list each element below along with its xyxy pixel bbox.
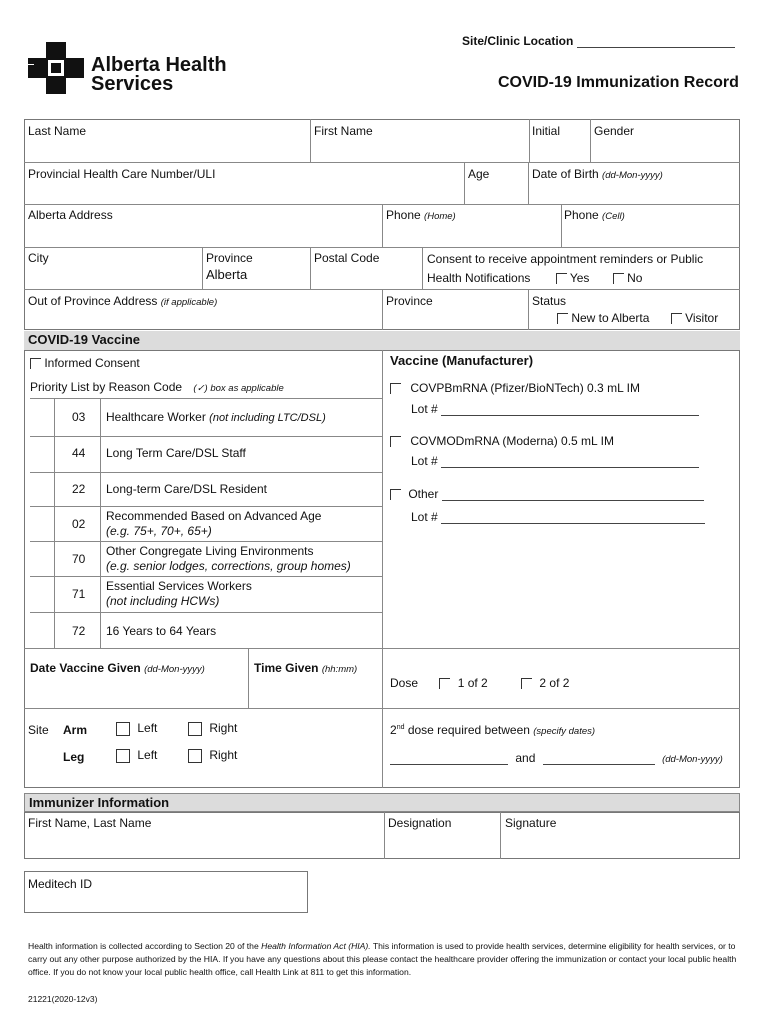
other-checkbox[interactable] [390, 489, 401, 500]
arm-right-checkbox[interactable] [188, 722, 202, 736]
dose-2-checkbox[interactable] [521, 678, 532, 689]
address-label: Alberta Address [28, 208, 113, 222]
dob-label: Date of Birth (dd-Mon-yyyy) [532, 167, 663, 181]
arm-left-checkbox[interactable] [116, 722, 130, 736]
moderna-option: COVMODmRNA (Moderna) 0.5 mL IM [390, 434, 614, 448]
reason-row[interactable]: 22 Long-term Care/DSL Resident [72, 482, 267, 496]
site-location-label: Site/Clinic Location [462, 34, 735, 48]
signature-label: Signature [505, 816, 557, 830]
leg-right-checkbox[interactable] [188, 749, 202, 763]
moderna-lot: Lot # [411, 454, 699, 468]
arm-label: Arm [63, 723, 88, 737]
other-lot-field[interactable] [441, 523, 705, 524]
leg-label: Leg [63, 750, 85, 764]
informed-consent: Informed Consent [30, 356, 140, 370]
last-name-label: Last Name [28, 124, 87, 138]
city-label: City [28, 251, 49, 265]
site-label: Site [28, 723, 49, 737]
form-title: COVID-19 Immunization Record [498, 74, 739, 91]
gender-label: Gender [594, 124, 635, 138]
arm-right-option: Right [188, 721, 237, 736]
immunizer-header: Immunizer Information [24, 793, 740, 812]
other-vaccine-field[interactable] [442, 500, 704, 501]
arm-left-option: Left [116, 721, 157, 736]
informed-consent-checkbox[interactable] [30, 358, 41, 369]
reason-row[interactable]: 44 Long Term Care/DSL Staff [72, 446, 246, 460]
second-dose-dates: and (dd-Mon-yyyy) [390, 751, 723, 765]
consent-no-checkbox[interactable] [613, 273, 624, 284]
phone-home-label: Phone (Home) [386, 208, 456, 222]
covid-vaccine-header: COVID-19 Vaccine [24, 331, 740, 350]
phn-label: Provincial Health Care Number/ULI [28, 167, 216, 181]
province-label: Province [206, 251, 253, 265]
consent-text: Consent to receive appointment reminders or Public [427, 252, 704, 266]
pfizer-option: COVPBmRNA (Pfizer/BioNTech) 0.3 mL IM [390, 381, 640, 395]
leg-left-checkbox[interactable] [116, 749, 130, 763]
reason-row[interactable]: 03 Healthcare Worker (not including LTC/DSL) [72, 410, 326, 424]
manufacturer-title: Vaccine (Manufacturer) [390, 353, 534, 368]
moderna-checkbox[interactable] [390, 436, 401, 447]
priority-label: Priority List by Reason Code (✓) box as applicable [30, 380, 284, 394]
meditech-label: Meditech ID [28, 877, 93, 891]
dose-label: Dose 1 of 2 2 of 2 [390, 676, 570, 690]
leg-right-option: Right [188, 748, 237, 763]
visitor-checkbox[interactable] [671, 313, 682, 324]
pfizer-lot: Lot # [411, 402, 699, 416]
immunizer-name-label: First Name, Last Name [28, 816, 152, 830]
phone-cell-label: Phone (Cell) [564, 208, 625, 222]
reason-row[interactable]: 72 16 Years to 64 Years [72, 624, 217, 638]
reason-row[interactable]: 71 Essential Services Workers (not including HCWs) [72, 579, 252, 608]
leg-left-option: Left [116, 748, 157, 763]
reason-row[interactable]: 02 Recommended Based on Advanced Age (e.g. 75+, 70+, 65+) [72, 509, 322, 538]
time-given-label: Time Given (hh:mm) [254, 661, 358, 675]
ahs-logo-icon [28, 42, 84, 94]
postal-code-label: Postal Code [314, 251, 380, 265]
dose-1-checkbox[interactable] [439, 678, 450, 689]
pfizer-lot-field[interactable] [441, 415, 699, 416]
new-to-alberta-checkbox[interactable] [557, 313, 568, 324]
moderna-lot-field[interactable] [441, 467, 699, 468]
status-label: Status [532, 294, 567, 308]
pfizer-checkbox[interactable] [390, 383, 401, 394]
org-name: Alberta Health Services [91, 54, 227, 95]
reason-row[interactable]: 70 Other Congregate Living Environments (e.g. senior lodges, corrections, group homes) [72, 544, 351, 573]
form-code: 21221(2020-12v3) [28, 994, 98, 1004]
age-label: Age [468, 167, 490, 181]
oop-province-label: Province [386, 294, 433, 308]
second-dose-label: 2nd dose required between (specify dates) [390, 723, 596, 737]
designation-label: Designation [388, 816, 452, 830]
second-dose-end-field[interactable] [543, 764, 655, 765]
status-new-option: New to Alberta Visitor [557, 311, 718, 325]
consent-text-line2: Health Notifications Yes No [427, 271, 643, 285]
date-given-label: Date Vaccine Given (dd-Mon-yyyy) [30, 661, 205, 675]
other-option: Other [390, 487, 704, 501]
oop-address-label: Out of Province Address (if applicable) [28, 294, 218, 308]
province-value: Alberta [206, 267, 248, 282]
privacy-notice: Health information is collected according to Section 20 of the Health Information Act (HIA). This information is used to provide health services, determine eligibility for health services, or to carry out any other purpose authorized by the HIA. If you have any questions about this please contact the healthcare provider offering the immunization or contact your local public health office. If you do not know your local public health office, call Health Link at 811 to get this information. [28, 941, 737, 977]
consent-yes-checkbox[interactable] [556, 273, 567, 284]
first-name-label: First Name [314, 124, 373, 138]
site-location-field[interactable] [577, 47, 735, 48]
second-dose-start-field[interactable] [390, 764, 508, 765]
other-lot: Lot # [411, 510, 705, 524]
initial-label: Initial [532, 124, 561, 138]
